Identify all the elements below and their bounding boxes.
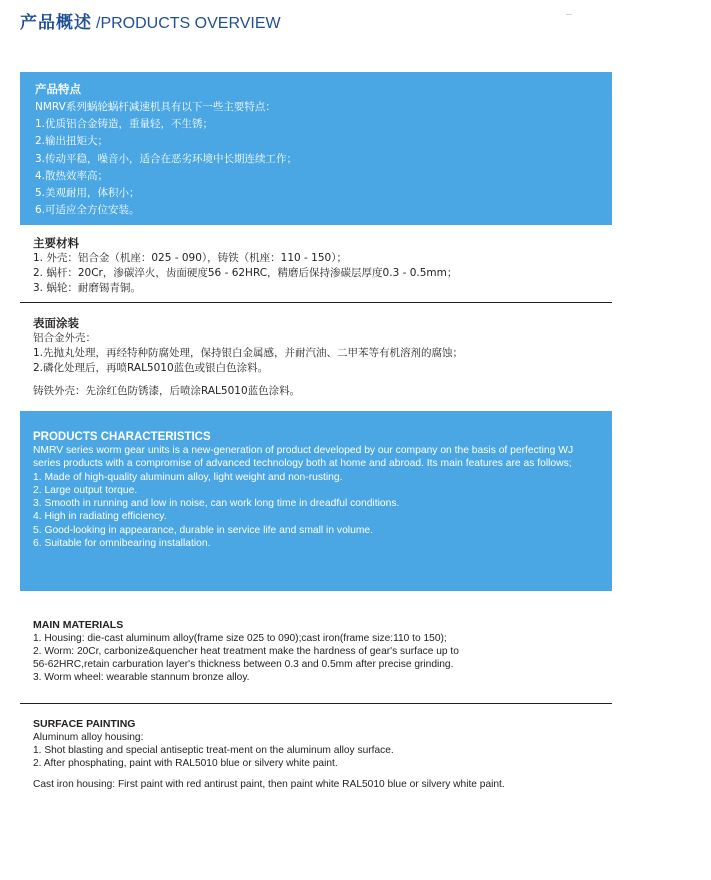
page-title-en: /PRODUCTS OVERVIEW <box>96 15 281 32</box>
en-characteristics-line: 4. High in radiating efficiency. <box>33 511 167 523</box>
section-divider <box>20 703 612 704</box>
cn-surface-cast-iron: 铸铁外壳：先涂红色防锈漆，后喷涂RAL5010蓝色涂料。 <box>33 385 301 397</box>
cn-materials-section <box>33 236 593 296</box>
page-title-cn: 产品概述 <box>20 13 92 33</box>
cn-characteristics-box <box>20 72 612 225</box>
en-characteristics-intro: NMRV series worm gear units is a new-generation of product developed by our company on the basis of perfecting WJ series products with a compromise of advanced technology both at home and abroad. Its main features are as follows; <box>33 445 574 470</box>
en-materials-heading: MAIN MATERIALS <box>33 619 124 631</box>
en-materials-line: 3. Worm wheel: wearable stannum bronze alloy. <box>33 672 250 683</box>
cn-surface-line: 铝合金外壳： <box>33 332 96 344</box>
en-characteristics-box <box>20 411 612 591</box>
cn-characteristics-line: 4.散热效率高； <box>35 169 109 182</box>
en-surface-line: Aluminum alloy housing: <box>33 732 144 743</box>
en-characteristics-line: 5. Good-looking in appearance, durable in service life and small in volume. <box>33 524 373 536</box>
en-surface-heading: SURFACE PAINTING <box>33 718 136 730</box>
en-characteristics-heading: PRODUCTS CHARACTERISTICS <box>33 431 211 443</box>
en-characteristics-line: 6. Suitable for omnibearing installation. <box>33 538 211 550</box>
en-materials-line: 56-62HRC,retain carburation layer's thickness between 0.3 and 0.5mm after precise grinding. <box>33 659 454 670</box>
en-materials-line: 1. Housing: die-cast aluminum alloy(frame size 025 to 090);cast iron(frame size:110 to 150); <box>33 633 447 644</box>
cn-characteristics-line: 5.美观耐用，体积小； <box>35 187 140 200</box>
section-divider <box>20 302 612 303</box>
cn-surface-heading: 表面涂装 <box>33 316 79 330</box>
cn-surface-section <box>33 316 593 399</box>
en-characteristics-line: 1. Made of high-quality aluminum alloy, light weight and non-rusting. <box>33 471 343 483</box>
cn-materials-heading: 主要材料 <box>33 236 79 250</box>
en-characteristics-line: 3. Smooth in running and low in noise, can work long time in dreadful conditions. <box>33 498 400 510</box>
cn-materials-line: 1. 外壳：铝合金（机座：025 - 090），铸铁（机座：110 - 150）； <box>33 252 347 264</box>
cn-characteristics-heading: 产品特点 <box>35 82 81 96</box>
cn-characteristics-line: 1.优质铝合金铸造，重量轻，不生锈； <box>35 118 214 131</box>
cn-surface-line: 1.先抛丸处理，再经特种防腐处理，保持银白金属感，并耐汽油、二甲苯等有机溶剂的腐蚀； <box>33 347 464 359</box>
en-characteristics-line: 2. Large output torque. <box>33 484 138 496</box>
cn-characteristics-line: 2.输出扭矩大； <box>35 135 109 148</box>
en-surface-line: 1. Shot blasting and special antiseptic treat-ment on the aluminum alloy surface. <box>33 745 394 756</box>
page-header <box>20 8 281 34</box>
cn-materials-line: 2. 蜗杆：20Cr，渗碳淬火，齿面硬度56 - 62HRC，精磨后保持渗碳层厚度0.3 - 0.5mm； <box>33 267 458 279</box>
en-materials-line: 2. Worm: 20Cr, carbonize&quencher heat treatment make the hardness of gear's surface up to <box>33 646 459 657</box>
en-materials-section <box>33 619 593 684</box>
en-surface-line: 2. After phosphating, paint with RAL5010 blue or silvery white paint. <box>33 758 338 769</box>
cn-materials-line: 3. 蜗轮：耐磨锡青铜。 <box>33 282 141 294</box>
en-surface-section <box>33 718 593 791</box>
cn-surface-line: 2.磷化处理后，再喷RAL5010蓝色或银白色涂料。 <box>33 362 269 374</box>
en-surface-cast-iron: Cast iron housing: First paint with red antirust paint, then paint white RAL5010 blue or silvery white paint. <box>33 779 505 790</box>
header-dash <box>566 14 572 15</box>
cn-characteristics-line: 6.可适应全方位安装。 <box>35 204 140 217</box>
cn-characteristics-line: NMRV系列蜗轮蜗杆减速机具有以下一些主要特点： <box>35 101 276 113</box>
cn-characteristics-line: 3.传动平稳，噪音小，适合在恶劣环境中长期连续工作； <box>35 152 298 165</box>
